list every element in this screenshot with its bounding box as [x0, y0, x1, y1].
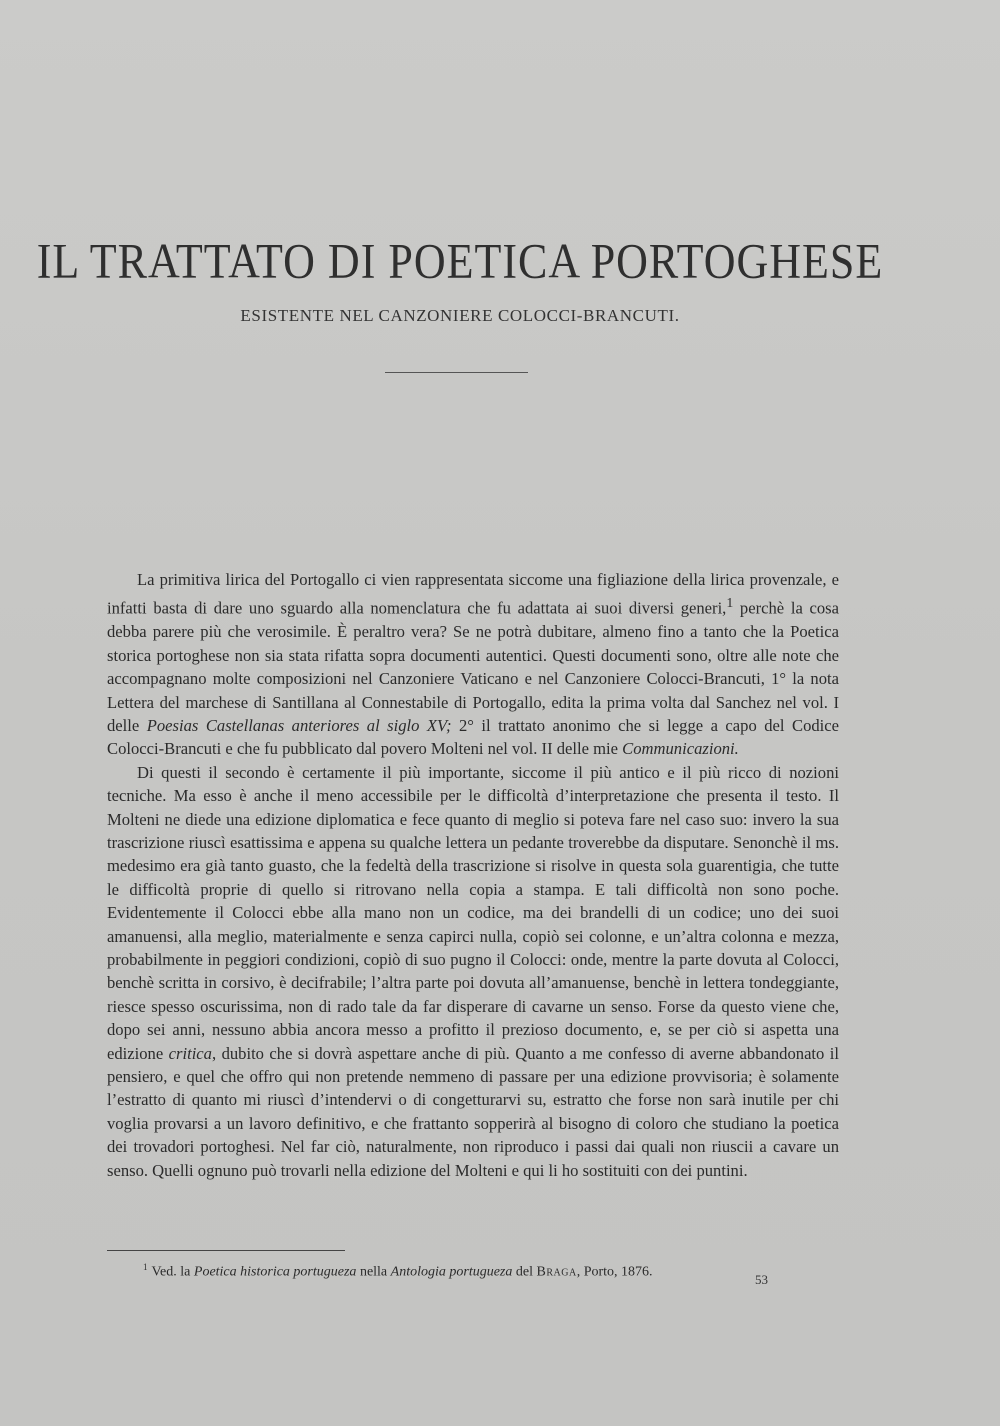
footnote: $^1$ Ved. la Poetica historica portugueza nella Antologia portugueza del Braga, Porto, 1876. — [143, 1262, 653, 1280]
body-text — [107, 568, 839, 1182]
footnote-marker: 1 — [726, 595, 734, 611]
page-number: 53 — [755, 1272, 768, 1287]
page-title: IL TRATTATO DI POETICA PORTOGHESE — [36, 234, 884, 289]
paragraph-1: La primitiva lirica del Portogallo ci vien rappresentata siccome una figliazione della lirica provenzale, e infatti basta di dare uno sguardo alla nomenclatura che fu adattata ai suoi diversi generi,$^1$ perchè la cosa debba parere più che verosimile. È peraltro vera? Se ne potrà dubitare, almeno fino a tanto che la Poetica storica portoghese non sia stata rifatta sopra documenti autentici. Questi documenti sono, oltre alle note che accompagnano molte composizioni nel Canzoniere Vaticano e nel Canzoniere Colocci-Brancuti, 1° la nota Lettera del marchese di Santillana al Connestabile di Portogallo, edita la prima volta dal Sanchez nel vol. I delle Poesias Castellanas anteriores al siglo XV; 2° il trattato anonimo che si legge a capo del Codice Colocci-Brancuti e che fu pubblicato dal povero Molteni nel vol. II delle mie Communicazioni. — [107, 570, 839, 759]
page-subtitle: ESISTENTE NEL CANZONIERE COLOCCI-BRANCUTI. — [240, 306, 680, 325]
footnote-divider — [107, 1250, 345, 1251]
paragraph-2: Di questi il secondo è certamente il più importante, siccome il più antico e il più ricco di nozioni tecniche. Ma esso è anche il meno accessibile per le difficoltà d’interpretazione che presenta il testo. Il Molteni ne diede una edizione diplomatica e fece quanto di meglio si poteva fare nel caso suo: invero la sua trascrizione riuscì esattissima e appena su qualche lettera un pedante troverebbe da disputare. Senonchè il ms. medesimo era già tanto guasto, che la fedeltà della trascrizione si risolve in questa sola guarentigia, che tutte le difficoltà proprie di quello si ritrovano nella copia a stampa. E tali difficoltà non sono poche. Evidentemente il Colocci ebbe alla mano non un codice, ma dei brandelli di un codice; uno dei suoi amanuensi, alla meglio, materialmente e senza capirci nulla, copiò sei colonne, e un’altra colonna e mezza, probabilmente in peggiori condizioni, copiò di suo pugno il Colocci: onde, mentre la parte dovuta al Colocci, benchè scritta in corsivo, è decifrabile; l’altra parte poi dovuta all’amanuense, benchè in lettera tondeggiante, riesce spesso oscurissima, non di rado tale da far disperare di cavarne un senso. Forse da questo viene che, dopo sei anni, nessuno abbia ancora messo a profitto il prezioso documento, e, se per ciò si aspetta una edizione critica, dubito che si dovrà aspettare anche di più. Quanto a me confesso di averne abbandonato il pensiero, e quel che offro qui non pretende nemmeno di passare per una edizione provvisoria; è solamente l’estratto di quanto mi riuscì d’intendervi o di congetturarvi su, estratto che forse non sarà inutile per chi voglia provarsi a un lavoro definitivo, e che frattanto sopperirà al bisogno di coloro che studiano la poetica dei trovadori portoghesi. Nel far ciò, naturalmente, non riproduco i passi dai quali non riuscii a cavare un senso. Quelli ognuno può trovarli nella edizione del Molteni e qui li ho sostituiti con dei puntini. — [107, 762, 839, 1180]
title-divider — [385, 372, 528, 373]
